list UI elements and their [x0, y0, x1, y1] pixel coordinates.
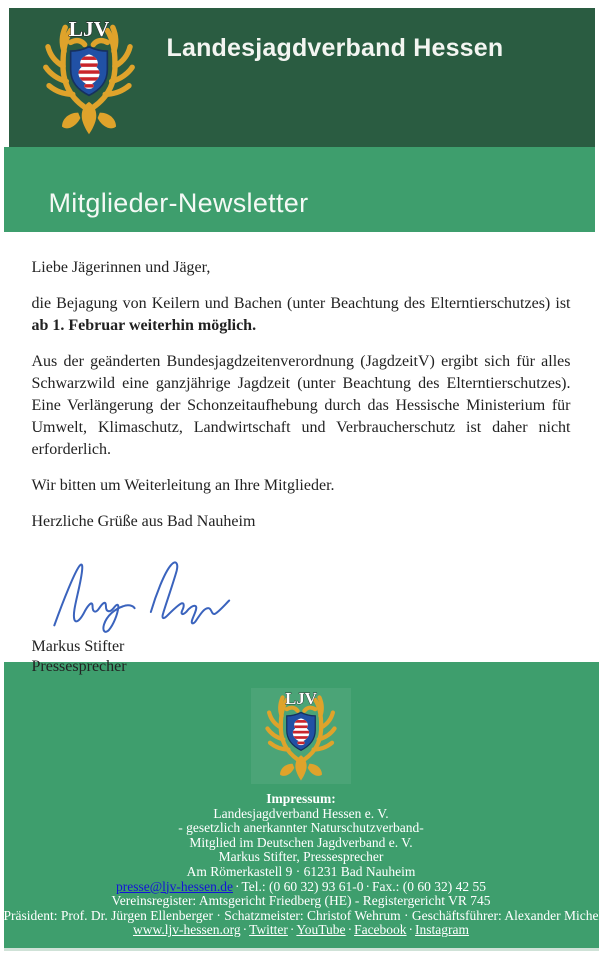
organization-title: Landesjagdverband Hessen	[166, 34, 504, 62]
impressum-label: Impressum:	[266, 791, 336, 806]
letter-body	[1, 232, 602, 675]
header	[9, 8, 595, 147]
ljv-coat-of-arms-logo-icon	[257, 689, 345, 783]
paragraph-weiterleitung: Wir bitten um Weiterleitung an Ihre Mitglieder.	[31, 477, 335, 494]
paragraph-bejagung-normal: die Bejagung von Keilern und Bachen (unter Beachtung des Elterntierschutzes) ist	[31, 295, 571, 312]
paragraph-jagdzeit: Aus der geänderten Bundesjagdzeitenverordnung (JagdzeitV) ergibt sich für alles Schwarzwild eine ganzjährige Jagdzeit (unter Beachtung des Elterntierschutzes). Eine Verlängerung der Schonzeitaufhebung durch das Hessische Ministerium für Umwelt, Klimaschutz, Landwirtschaft und Verbraucherschutz ist daher nicht erforderlich.	[31, 353, 571, 458]
footer-org-line: Landesjagdverband Hessen e. V.	[213, 805, 389, 821]
instagram-link[interactable]: Instagram	[415, 922, 470, 938]
contact-separator: ·	[234, 878, 240, 894]
footer-officers-line: Präsident: Prof. Dr. Jürgen Ellenberger · Schatzmeister: Christof Wehrum · Geschäftsführer: Alexander Michel	[3, 907, 602, 923]
footer	[3, 662, 602, 948]
facebook-link[interactable]: Facebook	[354, 922, 407, 938]
link-separator: ·	[242, 922, 248, 938]
paragraph-bejagung-bold: ab 1. Februar weiterhin möglich.	[31, 317, 257, 334]
ljv-coat-of-arms-logo-icon	[35, 14, 143, 140]
bottom-edge-strip	[4, 948, 599, 951]
signer-name: Markus Stifter	[31, 638, 125, 655]
footer-mitglied-line: Mitglied im Deutschen Jagdverband e. V.	[189, 834, 413, 850]
signer-role: Pressesprecher	[31, 658, 127, 675]
website-link[interactable]: www.ljv-hessen.org	[132, 922, 241, 938]
link-separator: ·	[289, 922, 295, 938]
contact-separator: ·	[365, 878, 371, 894]
link-separator: ·	[408, 922, 414, 938]
email-link[interactable]: presse@ljv-hessen.de	[115, 878, 233, 894]
newsletter-email	[1, 8, 602, 962]
youtube-link[interactable]: YouTube	[296, 922, 346, 938]
link-separator: ·	[347, 922, 353, 938]
fax-number: Fax.: (0 60 32) 42 55	[372, 878, 487, 894]
footer-press-line: Markus Stifter, Pressesprecher	[218, 849, 384, 865]
salutation: Liebe Jägerinnen und Jäger,	[31, 259, 211, 276]
paragraph-bejagung	[32, 293, 571, 337]
footer-register-line: Vereinsregister: Amtsgericht Friedberg (HE) - Registergericht VR 745	[111, 893, 491, 909]
newsletter-banner	[4, 147, 595, 232]
footer-logo-patch	[251, 688, 351, 784]
handwritten-signature-image	[45, 547, 571, 635]
newsletter-heading: Mitglieder-Newsletter	[48, 188, 309, 218]
footer-contact-line	[4, 880, 599, 895]
footer-links-row	[4, 923, 599, 938]
footer-address-line: Am Römerkastell 9 · 61231 Bad Nauheim	[186, 863, 416, 879]
footer-naturschutz-line: - gesetzlich anerkannter Naturschutzverband-	[178, 820, 424, 836]
paragraph-gruesse: Herzliche Grüße aus Bad Nauheim	[31, 513, 256, 530]
twitter-link[interactable]: Twitter	[249, 922, 288, 938]
phone-number: Tel.: (0 60 32) 93 61-0	[241, 878, 364, 894]
